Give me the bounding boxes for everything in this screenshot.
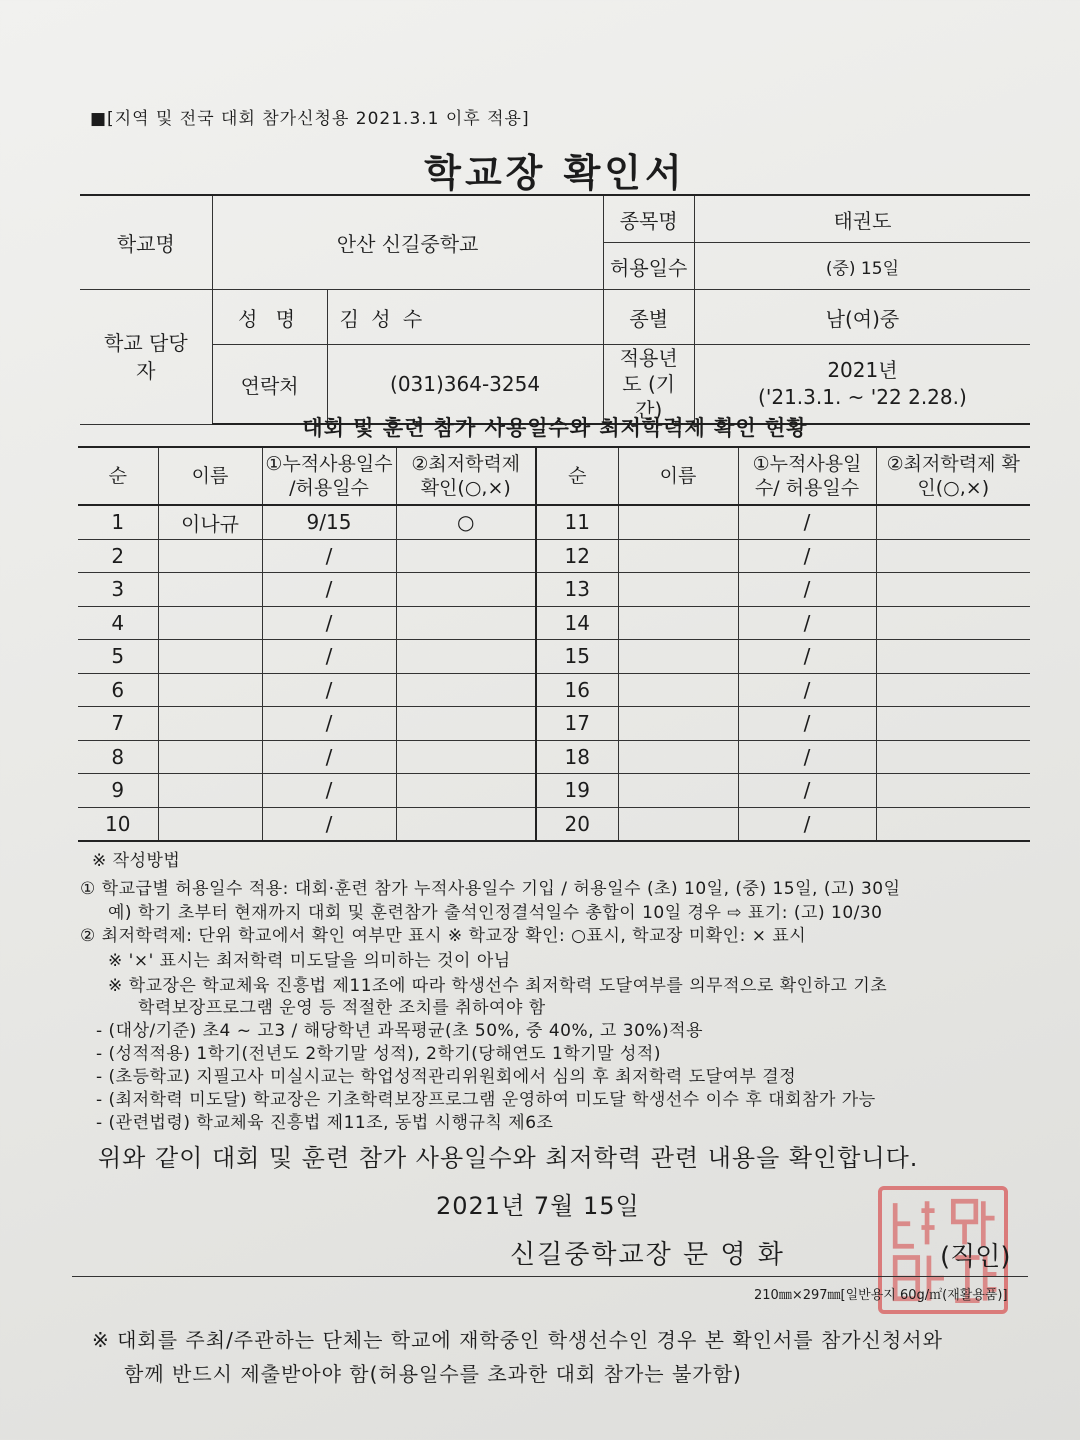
cell-no: 20 <box>536 807 618 841</box>
header-check-right: ②최저학력제 확인(○,×) <box>876 447 1030 505</box>
cell-name <box>158 707 262 741</box>
cell-days: / <box>738 774 876 808</box>
cell-check <box>876 740 1030 774</box>
table-row <box>78 573 1030 607</box>
cell-name <box>158 606 262 640</box>
note-line: ※ '×' 표시는 최저학력 미도달을 의미하는 것이 아님 <box>108 951 511 971</box>
cell-days: / <box>738 606 876 640</box>
cell-check <box>396 774 536 808</box>
cell-days: / <box>738 673 876 707</box>
note-line: ② 최저학력제: 단위 학교에서 확인 여부만 표시 ※ 학교장 확인: ○표시, 학교장 미확인: × 표시 <box>80 926 807 946</box>
cell-check <box>396 707 536 741</box>
contact-label: 연락처 <box>212 345 327 425</box>
cell-days: / <box>262 640 396 674</box>
cell-check <box>876 573 1030 607</box>
cell-days: / <box>738 505 876 539</box>
cell-name <box>158 673 262 707</box>
cell-check <box>396 640 536 674</box>
cell-no: 13 <box>536 573 618 607</box>
cell-days: / <box>262 673 396 707</box>
cell-days: / <box>262 539 396 573</box>
header-days-left: ①누적사용일수 /허용일수 <box>262 447 396 505</box>
confirmation-statement: 위와 같이 대회 및 훈련 참가 사용일수와 최저학력 관련 내용을 확인합니다. <box>98 1144 919 1172</box>
table-row <box>78 673 1030 707</box>
contact-value: (031)364-3254 <box>327 345 603 425</box>
cell-name <box>618 606 738 640</box>
header-note: ■[지역 및 전국 대회 참가신청용 2021.3.1 이후 적용] <box>90 109 530 129</box>
cell-check <box>876 807 1030 841</box>
divider-line <box>72 1276 1028 1277</box>
cell-name <box>158 573 262 607</box>
table-row <box>78 606 1030 640</box>
category-value: 남(여)중 <box>694 290 1030 345</box>
cell-no: 15 <box>536 640 618 674</box>
cell-days: / <box>262 573 396 607</box>
cell-days: 9/15 <box>262 505 396 539</box>
cell-days: / <box>262 807 396 841</box>
header-name-right: 이름 <box>618 447 738 505</box>
table-row <box>78 807 1030 841</box>
cell-name <box>618 807 738 841</box>
sport-label: 종목명 <box>603 195 694 243</box>
seal-label: (직인) <box>940 1242 1011 1272</box>
cell-days: / <box>262 606 396 640</box>
cell-no: 10 <box>78 807 158 841</box>
cell-name <box>618 774 738 808</box>
period-year: 2021년 <box>827 358 898 382</box>
header-no-left: 순 <box>78 447 158 505</box>
cell-name <box>158 740 262 774</box>
cell-name <box>618 573 738 607</box>
cell-check <box>396 606 536 640</box>
header-no-right: 순 <box>536 447 618 505</box>
note-line: - (초등학교) 지필고사 미실시교는 학업성적관리위원회에서 심의 후 최저학력 도달여부 결정 <box>96 1067 797 1087</box>
note-line: - (대상/기준) 초4 ~ 고3 / 해당학년 과목평균(초 50%, 중 40%, 고 30%)적용 <box>96 1021 704 1041</box>
document-title: 학교장 확인서 <box>424 151 686 195</box>
cell-name <box>618 740 738 774</box>
cell-no: 9 <box>78 774 158 808</box>
cell-name <box>158 539 262 573</box>
category-label: 종별 <box>603 290 694 345</box>
cell-check <box>396 539 536 573</box>
cell-no: 6 <box>78 673 158 707</box>
cell-no: 4 <box>78 606 158 640</box>
note-line: ① 학교급별 허용일수 적용: 대회·훈련 참가 누적사용일수 기입 / 허용일수 (초) 10일, (중) 15일, (고) 30일 <box>80 879 901 899</box>
manager-name: 김 성 수 <box>327 290 603 345</box>
cell-check: ○ <box>396 505 536 539</box>
participation-table <box>78 446 1030 842</box>
header-check-left: ②최저학력제 확인(○,×) <box>396 447 536 505</box>
school-info-table <box>80 194 1030 425</box>
cell-name <box>618 539 738 573</box>
note-line: 학력보장프로그램 운영 등 적절한 조치를 취하여야 함 <box>138 998 546 1018</box>
cell-no: 17 <box>536 707 618 741</box>
cell-check <box>876 707 1030 741</box>
footer-line: 함께 반드시 제출받아야 함(허용일수를 초과한 대회 참가는 불가함) <box>124 1362 742 1386</box>
cell-check <box>876 640 1030 674</box>
school-name: 안산 신길중학교 <box>212 195 603 290</box>
cell-check <box>396 740 536 774</box>
school-label: 학교명 <box>80 195 212 290</box>
signature-date: 2021년 7월 15일 <box>436 1192 640 1220</box>
footer-line: ※ 대회를 주최/주관하는 단체는 학교에 재학중인 학생선수인 경우 본 확인서를 참가신청서와 <box>92 1328 943 1352</box>
cell-no: 16 <box>536 673 618 707</box>
period-label: 적용년도 (기간) <box>603 345 694 425</box>
cell-no: 2 <box>78 539 158 573</box>
cell-no: 8 <box>78 740 158 774</box>
cell-days: / <box>738 740 876 774</box>
cell-days: / <box>262 707 396 741</box>
cell-name <box>158 774 262 808</box>
cell-no: 11 <box>536 505 618 539</box>
note-line: - (관련법령) 학교체육 진흥법 제11조, 동법 시행규칙 제6조 <box>96 1113 554 1133</box>
cell-no: 19 <box>536 774 618 808</box>
cell-name <box>618 707 738 741</box>
table-row <box>78 707 1030 741</box>
paper-spec: 210㎜×297㎜[일반용지 60g/㎡(재활용품)] <box>754 1288 1008 1303</box>
cell-no: 3 <box>78 573 158 607</box>
cell-check <box>876 673 1030 707</box>
cell-days: / <box>262 740 396 774</box>
cell-days: / <box>738 640 876 674</box>
table-row <box>78 774 1030 808</box>
table-row <box>78 640 1030 674</box>
cell-no: 5 <box>78 640 158 674</box>
cell-days: / <box>738 573 876 607</box>
manager-label: 학교 담당자 <box>80 290 212 425</box>
cell-name <box>618 673 738 707</box>
cell-name <box>158 640 262 674</box>
header-name-left: 이름 <box>158 447 262 505</box>
name-label: 성 명 <box>212 290 327 345</box>
cell-check <box>876 774 1030 808</box>
principal-signature: 신길중학교장 문 영 화 <box>510 1240 785 1270</box>
cell-no: 14 <box>536 606 618 640</box>
table-row <box>78 740 1030 774</box>
cell-name <box>618 505 738 539</box>
cell-days: / <box>262 774 396 808</box>
cell-check <box>396 807 536 841</box>
table-row <box>78 505 1030 539</box>
cell-days: / <box>738 707 876 741</box>
header-days-right: ①누적사용일수/ 허용일수 <box>738 447 876 505</box>
note-line: - (성적적용) 1학기(전년도 2학기말 성적), 2학기(당해연도 1학기말 성적) <box>96 1044 661 1064</box>
cell-check <box>876 505 1030 539</box>
cell-no: 7 <box>78 707 158 741</box>
cell-name <box>158 807 262 841</box>
cell-check <box>396 573 536 607</box>
note-line: 예) 학기 초부터 현재까지 대회 및 훈련참가 출석인정결석일수 총합이 10일 경우 ⇨ 표기: (고) 10/30 <box>108 903 883 923</box>
allowed-days-value: (중) 15일 <box>694 243 1030 290</box>
cell-check <box>396 673 536 707</box>
note-line: - (최저학력 미도달) 학교장은 기초학력보장프로그램 운영하여 미도달 학생선수 이수 후 대회참가 가능 <box>96 1090 876 1110</box>
sport-value: 태권도 <box>694 195 1030 243</box>
cell-no: 18 <box>536 740 618 774</box>
cell-no: 1 <box>78 505 158 539</box>
cell-check <box>876 606 1030 640</box>
cell-no: 12 <box>536 539 618 573</box>
table-row <box>78 539 1030 573</box>
cell-name <box>618 640 738 674</box>
cell-name: 이나규 <box>158 505 262 539</box>
period-range: ('21.3.1. ~ '22 2.28.) <box>758 385 967 409</box>
note-line: ※ 학교장은 학교체육 진흥법 제11조에 따라 학생선수 최저학력 도달여부를 의무적으로 확인하고 기초 <box>108 976 888 996</box>
cell-check <box>876 539 1030 573</box>
cell-days: / <box>738 807 876 841</box>
allowed-days-label: 허용일수 <box>603 243 694 290</box>
cell-days: / <box>738 539 876 573</box>
note-line: ※ 작성방법 <box>92 851 181 871</box>
section-title: 대회 및 훈련 참가 사용일수와 최저학력제 확인 현황 <box>302 416 808 440</box>
